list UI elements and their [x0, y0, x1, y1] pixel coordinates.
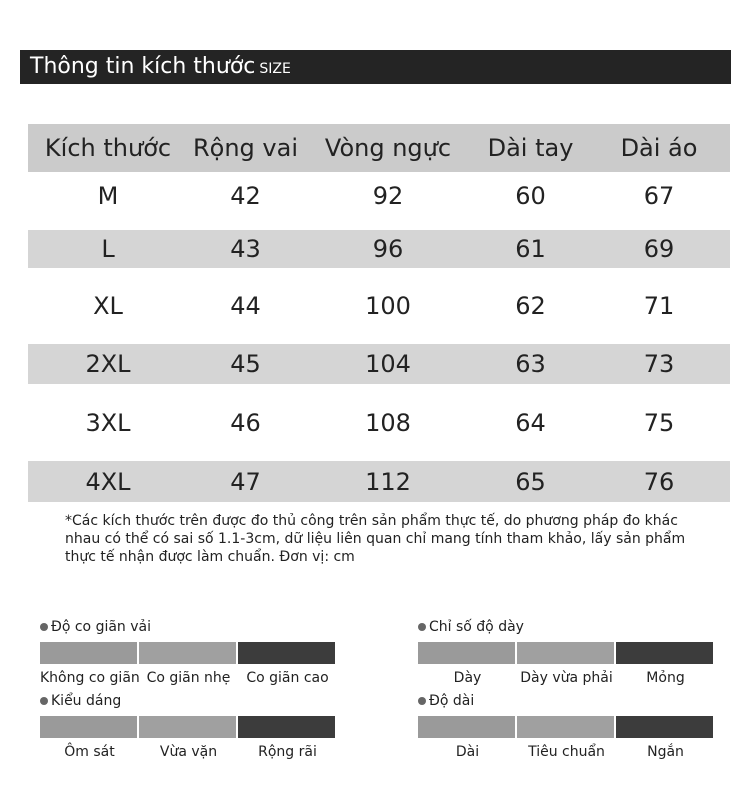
- table-header-row: [28, 124, 730, 172]
- table-cell: 104: [365, 350, 411, 378]
- table-row: [28, 268, 730, 344]
- scale-segment: [139, 716, 236, 738]
- scale-segment: [139, 642, 236, 664]
- group-title-text: Chỉ số độ dày: [429, 619, 524, 635]
- table-row: [28, 230, 730, 268]
- measurement-note: *Các kích thước trên được đo thủ công trên sản phẩm thực tế, do phương pháp đo khác nhau có thể có sai số 1.1-3cm, dữ liệu liên quan chỉ mang tính tham khảo, lấy sản phẩm thực tế nhận được làm chuẩn. Đơn vị: cm: [65, 513, 686, 565]
- length-group: [418, 692, 715, 760]
- scale-label: Dài: [455, 744, 480, 760]
- scale-label: Dày vừa phải: [520, 670, 613, 686]
- table-cell: 71: [643, 292, 675, 320]
- scale-label: Co giãn cao: [246, 670, 329, 686]
- table-cell: 63: [515, 350, 546, 378]
- scale-label: Mỏng: [646, 670, 685, 686]
- table-cell: 96: [372, 235, 404, 263]
- scale-segment-selected: [616, 716, 713, 738]
- table-cell: 45: [230, 350, 261, 378]
- scale-bar: [418, 642, 715, 664]
- table-cell: 3XL: [85, 408, 131, 437]
- scale-segment: [517, 642, 614, 664]
- bullet-icon: [418, 697, 426, 705]
- scale-labels: [40, 744, 337, 760]
- table-cell: 62: [515, 292, 546, 320]
- table-cell: 44: [230, 292, 261, 320]
- table-cell: 64: [515, 408, 546, 437]
- table-cell: 112: [365, 467, 411, 496]
- scale-segment: [418, 642, 515, 664]
- table-cell: 92: [372, 182, 404, 210]
- scale-labels: [40, 670, 337, 686]
- table-row: [28, 344, 730, 384]
- table-cell: 69: [643, 235, 675, 263]
- table-row: [28, 461, 730, 502]
- scale-segment: [517, 716, 614, 738]
- table-cell: 46: [230, 408, 261, 437]
- scale-label: Tiêu chuẩn: [528, 744, 605, 760]
- scale-label: Ngắn: [647, 744, 684, 760]
- table-cell: XL: [93, 292, 123, 320]
- table-cell: 75: [643, 408, 675, 437]
- scale-labels: [418, 744, 715, 760]
- scale-segment: [40, 716, 137, 738]
- thickness-group: [418, 618, 715, 686]
- scale-label: Vừa vặn: [159, 744, 218, 760]
- table-row: [28, 172, 730, 220]
- table-cell: 61: [515, 235, 546, 263]
- bullet-icon: [40, 623, 48, 631]
- table-cell: 108: [365, 408, 411, 437]
- page-subtitle: SIZE: [259, 61, 291, 77]
- scale-bar: [418, 716, 715, 738]
- group-title: [418, 692, 715, 710]
- group-title-text: Độ dài: [429, 693, 475, 709]
- scale-segment-selected: [238, 716, 335, 738]
- table-row: [28, 384, 730, 461]
- column-header: Dài tay: [487, 134, 574, 162]
- group-title: [40, 618, 337, 636]
- table-cell: 76: [643, 467, 675, 496]
- table-cell: 42: [230, 182, 261, 210]
- table-cell: 60: [515, 182, 546, 210]
- table-cell: 65: [515, 467, 546, 496]
- scale-label: Không co giãn: [40, 670, 140, 686]
- table-cell: 4XL: [85, 467, 131, 496]
- fit-group: [40, 692, 337, 760]
- scale-bar: [40, 716, 337, 738]
- title-bar: [20, 50, 731, 84]
- scale-segment-selected: [238, 642, 335, 664]
- column-header: Kích thước: [44, 134, 172, 162]
- size-table: [28, 124, 730, 502]
- table-cell: 2XL: [85, 350, 131, 378]
- group-title-text: Kiểu dáng: [51, 693, 122, 709]
- table-cell: M: [97, 182, 119, 210]
- column-header: Vòng ngực: [324, 134, 452, 162]
- group-title: [418, 618, 715, 636]
- table-cell: 47: [230, 467, 261, 496]
- column-header: Rộng vai: [192, 134, 298, 162]
- table-cell: 73: [643, 350, 675, 378]
- bullet-icon: [418, 623, 426, 631]
- group-title-text: Độ co giãn vải: [51, 619, 152, 635]
- scale-segment: [40, 642, 137, 664]
- table-cell: 100: [365, 292, 411, 320]
- bullet-icon: [40, 697, 48, 705]
- column-header: Dài áo: [620, 134, 698, 162]
- scale-bar: [40, 642, 337, 664]
- scale-segment: [418, 716, 515, 738]
- scale-segment-selected: [616, 642, 713, 664]
- scale-label: Dày: [453, 670, 482, 686]
- table-cell: 43: [230, 235, 261, 263]
- scale-label: Co giãn nhẹ: [146, 670, 231, 686]
- table-cell: L: [101, 235, 115, 263]
- table-cell: 67: [643, 182, 675, 210]
- scale-label: Rộng rãi: [258, 744, 317, 760]
- elasticity-group: [40, 618, 337, 686]
- page-title: Thông tin kích thước: [30, 54, 256, 79]
- scale-label: Ôm sát: [64, 744, 115, 760]
- group-title: [40, 692, 337, 710]
- scale-labels: [418, 670, 715, 686]
